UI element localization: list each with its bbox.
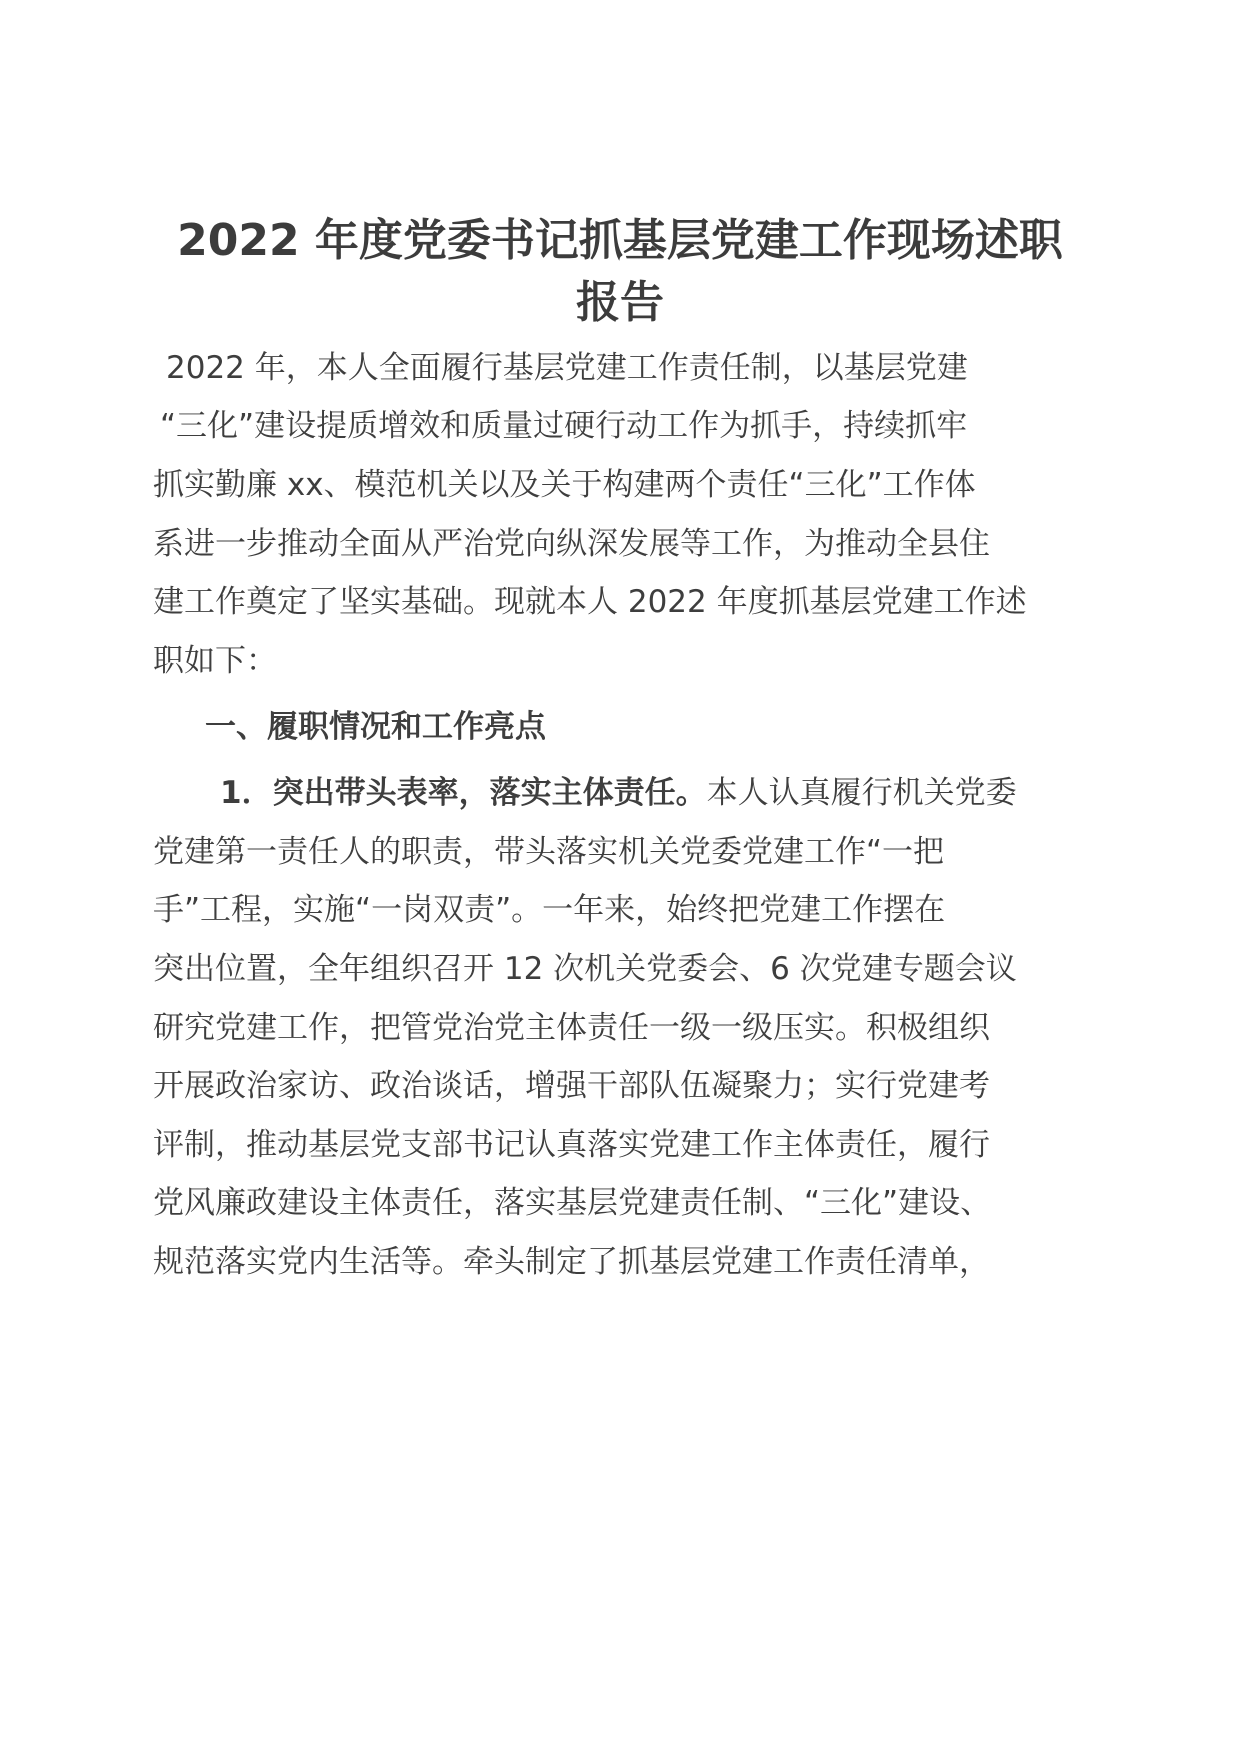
intro-line-5: 建工作奠定了坚实基础。现就本人 2022 年度抓基层党建工作述 bbox=[153, 584, 1027, 620]
intro-line-3: 抓实勤廉 xx、模范机关以及关于构建两个责任“三化”工作体 bbox=[153, 467, 976, 503]
item1-line-6: 开展政治家访、政治谈话，增强干部队伍凝聚力；实行党建考 bbox=[153, 1068, 990, 1104]
item1-line-8: 党风廉政建设主体责任，落实基层党建责任制、“三化”建设、 bbox=[153, 1185, 992, 1221]
section-heading: 一、履职情况和工作亮点 bbox=[205, 709, 546, 745]
item1-first-line-rest: 本人认真履行机关党委 bbox=[706, 775, 1017, 811]
intro-line-1: 2022 年，本人全面履行基层党建工作责任制，以基层党建 bbox=[166, 350, 968, 386]
item1-line-4: 突出位置，全年组织召开 12 次机关党委会、6 次党建专题会议 bbox=[153, 951, 1017, 987]
item1-line-3: 手”工程，实施“一岗双责”。一年来，始终把党建工作摆在 bbox=[153, 892, 946, 928]
item1-line-5: 研究党建工作，把管党治党主体责任一级一级压实。积极组织 bbox=[153, 1010, 990, 1046]
item1-line-9: 规范落实党内生活等。牵头制定了抓基层党建工作责任清单， bbox=[153, 1244, 990, 1280]
document-title-line-2: 报告 bbox=[576, 277, 664, 328]
item1-line-7: 评制，推动基层党支部书记认真落实党建工作主体责任，履行 bbox=[153, 1127, 990, 1163]
intro-line-2: “三化”建设提质增效和质量过硬行动工作为抓手，持续抓牢 bbox=[160, 408, 968, 444]
intro-line-4: 系进一步推动全面从严治党向纵深发展等工作，为推动全县住 bbox=[153, 526, 990, 562]
item1-first-line bbox=[220, 773, 1017, 813]
intro-line-6: 职如下： bbox=[153, 643, 277, 679]
document-title-line-1: 2022 年度党委书记抓基层党建工作现场述职 bbox=[177, 215, 1063, 266]
item1-line-2: 党建第一责任人的职责，带头落实机关党委党建工作“一把 bbox=[153, 834, 945, 870]
item1-lead: 1．突出带头表率，落实主体责任。 bbox=[220, 775, 707, 811]
